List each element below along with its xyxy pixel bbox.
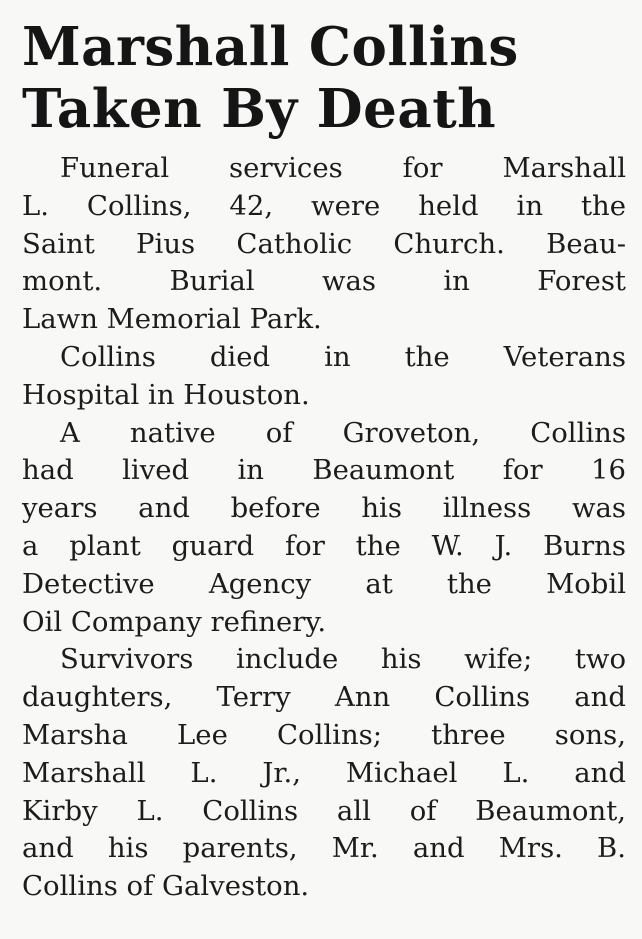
text-line: Detective Agency at the Mobil bbox=[22, 567, 626, 600]
text-line: A native of Groveton, Collins bbox=[60, 416, 626, 449]
text-line: a plant guard for the W. J. Burns bbox=[22, 529, 626, 562]
text-line: Lawn Memorial Park. bbox=[22, 303, 322, 336]
text-line: Marsha Lee Collins; three sons, bbox=[22, 718, 626, 751]
text-line: Collins died in the Veterans bbox=[60, 340, 626, 373]
headline-line: Marshall Collins bbox=[22, 16, 519, 78]
text-line: Oil Company refinery. bbox=[22, 605, 327, 638]
text-line: Hospital in Houston. bbox=[22, 378, 310, 411]
text-line: had lived in Beaumont for 16 bbox=[22, 454, 626, 487]
text-line: Funeral services for Marshall bbox=[60, 152, 626, 184]
text-line: years and before his illness was bbox=[22, 492, 626, 525]
text-line: L. Collins, 42, were held in the bbox=[22, 189, 626, 222]
text-line: Survivors include his wife; two bbox=[60, 643, 626, 676]
paragraph-funeral bbox=[22, 150, 626, 339]
text-line: mont. Burial was in Forest bbox=[22, 265, 626, 298]
headline-line: Taken By Death bbox=[22, 78, 497, 140]
text-line: Kirby L. Collins all of Beaumont, bbox=[22, 794, 626, 827]
paragraph-death bbox=[22, 339, 626, 415]
text-line: daughters, Terry Ann Collins and bbox=[22, 681, 626, 714]
paragraph-survivors bbox=[22, 641, 626, 906]
article-body bbox=[22, 150, 626, 906]
text-line: Marshall L. Jr., Michael L. and bbox=[22, 756, 626, 789]
text-line: Collins of Galveston. bbox=[22, 870, 310, 903]
text-line: Saint Pius Catholic Church. Beau- bbox=[22, 227, 626, 260]
headline bbox=[22, 16, 632, 140]
text-line: and his parents, Mr. and Mrs. B. bbox=[22, 832, 626, 865]
paragraph-biography bbox=[22, 415, 626, 642]
